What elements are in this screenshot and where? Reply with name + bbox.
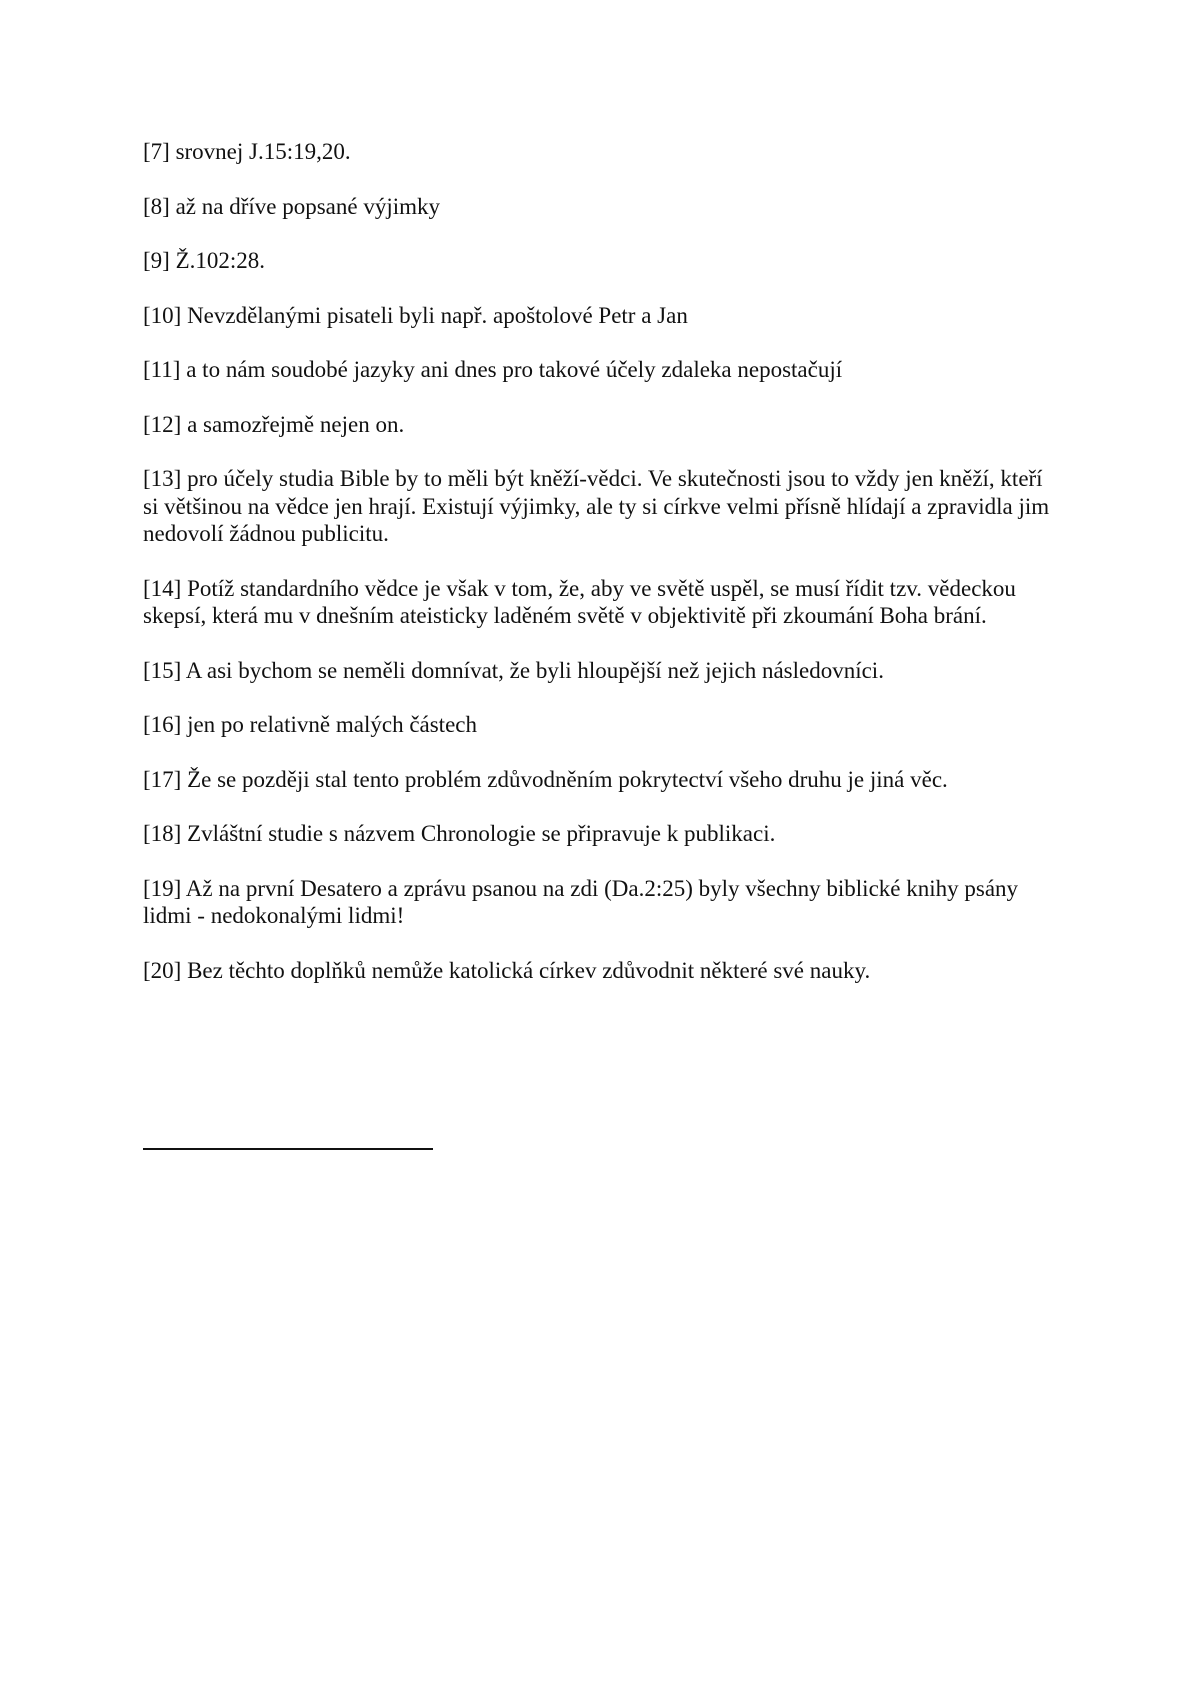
footnote-8: [8] až na dříve popsané výjimky	[143, 193, 440, 219]
footnotes-list	[143, 138, 1063, 1011]
footnote-13: [13] pro účely studia Bible by to měli být kněží-vědci. Ve skutečnosti jsou to vždy jen kněží, kteří si většinou na vědce jen hrají. Existují výjimky, ale ty si církve velmi přísně hlídají a zpravidla jim nedovolí žádnou publicitu.	[143, 466, 1050, 546]
footnote-12: [12] a samozřejmě nejen on.	[143, 411, 405, 437]
footnote-16: [16] jen po relativně malých částech	[143, 712, 477, 737]
footnote-7: [7] srovnej J.15:19,20.	[143, 139, 351, 164]
footnote-10: [10] Nevzdělanými pisateli byli např. apoštolové Petr a Jan	[143, 302, 688, 328]
footnote-17: [17] Že se později stal tento problém zdůvodněním pokrytectví všeho druhu je jiná věc.	[143, 766, 948, 792]
footnote-20: [20] Bez těchto doplňků nemůže katolická církev zdůvodnit některé své nauky.	[143, 957, 871, 983]
footnote-14: [14] Potíž standardního vědce je však v tom, že, aby ve světě uspěl, se musí řídit tzv. vědeckou skepsí, která mu v dnešním ateisticky laděném světě v objektivitě při zkoumání Boha brání.	[143, 575, 1016, 628]
footnote-11: [11] a to nám soudobé jazyky ani dnes pro takové účely zdaleka nepostačují	[143, 357, 843, 382]
footnote-19: [19] Až na první Desatero a zprávu psanou na zdi (Da.2:25) byly všechny biblické knihy psány lidmi - nedokonalými lidmi!	[143, 875, 1019, 928]
footnote-9: [9] Ž.102:28.	[143, 248, 266, 273]
footnote-15: [15] A asi bychom se neměli domnívat, že byli hloupější než jejich následovníci.	[143, 657, 884, 683]
footnote-18: [18] Zvláštní studie s názvem Chronologie se připravuje k publikaci.	[143, 821, 776, 846]
footnote-separator-rule	[143, 1148, 433, 1150]
